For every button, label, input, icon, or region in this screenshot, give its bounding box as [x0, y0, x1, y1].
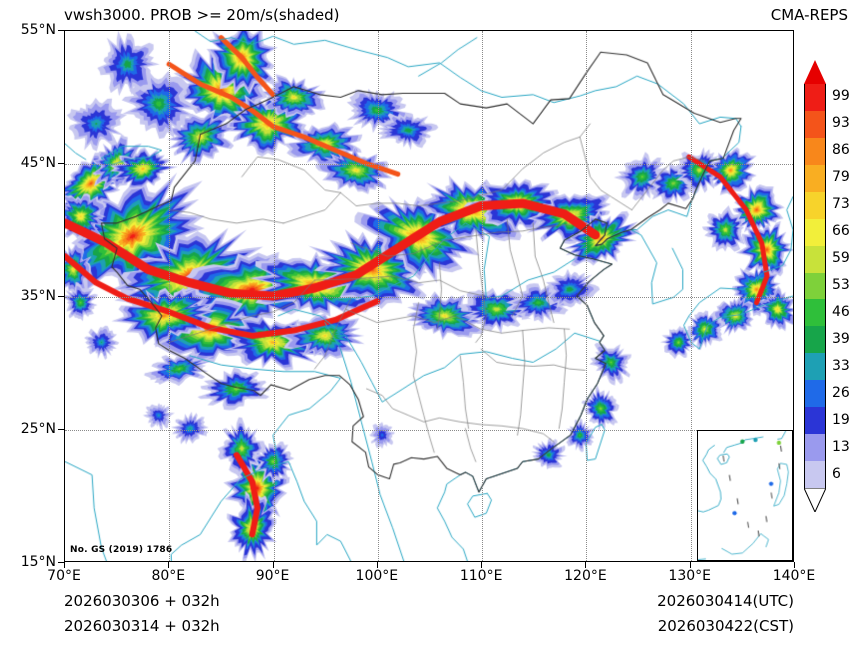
x-axis-tick-label: 70°E: [47, 568, 81, 584]
colorbar-tick-label: 73: [832, 196, 850, 213]
probability-shading-canvas: [65, 31, 793, 561]
colorbar-tick-label: 99: [832, 88, 850, 105]
x-axis-tick-mark: [168, 562, 169, 568]
y-axis-tick-label: 15°N: [20, 554, 56, 570]
colorbar-tick-label: 53: [832, 277, 850, 293]
colorbar-segment: [804, 138, 826, 165]
colorbar-segment: [804, 246, 826, 273]
colorbar-segment: [804, 434, 826, 461]
graticule-parallel: [65, 430, 794, 431]
colorbar-segment: [804, 299, 826, 326]
x-axis-tick-label: 80°E: [151, 568, 186, 584]
colorbar-tick-label: 26: [832, 384, 850, 401]
colorbar-segment: [804, 84, 826, 111]
colorbar-segment: [804, 165, 826, 192]
footer-init-utc: 2026030306 + 032h: [64, 592, 220, 610]
colorbar-segment: [804, 111, 826, 138]
y-axis-tick-label: 45°N: [20, 155, 56, 171]
footer-init-cst: 2026030314 + 032h: [64, 617, 220, 635]
colorbar-segment: [804, 273, 826, 300]
x-axis-tick-label: 130°E: [668, 568, 711, 584]
colorbar-tick-label: 13: [832, 438, 850, 455]
inset-canvas: [698, 431, 792, 560]
colorbar-segment: [804, 326, 826, 353]
colorbar-bottom-arrow: [804, 488, 826, 512]
map-credit-label: No. GS (2019) 1786: [70, 545, 173, 555]
map-panel[interactable]: [64, 30, 794, 562]
x-axis-tick-mark: [690, 562, 691, 568]
x-axis-tick-mark: [377, 562, 378, 568]
colorbar-segment: [804, 461, 826, 488]
x-axis-tick-mark: [794, 562, 795, 568]
colorbar-segment: [804, 353, 826, 380]
colorbar-tick-label: 19: [832, 411, 850, 428]
x-axis-tick-label: 110°E: [459, 568, 503, 584]
figure-title-left: vwsh3000. PROB >= 20m/s(shaded): [64, 6, 340, 24]
colorbar-tick-label: 46: [832, 303, 850, 320]
colorbar-segment: [804, 192, 826, 219]
y-axis-tick-label: 35°N: [20, 288, 56, 304]
colorbar-segment: [804, 380, 826, 407]
y-axis-tick-label: 55°N: [20, 22, 56, 38]
south-china-sea-inset: [697, 430, 793, 561]
x-axis-tick-label: 120°E: [564, 568, 607, 584]
footer-valid-utc: 2026030414(UTC): [657, 592, 794, 610]
figure-title-right: CMA-REPS: [770, 6, 848, 24]
x-axis-tick-mark: [585, 562, 586, 568]
colorbar-tick-label: 79: [832, 169, 850, 186]
x-axis-tick-mark: [64, 562, 65, 568]
colorbar-tick-label: 93: [832, 115, 850, 132]
x-axis-tick-label: 140°E: [772, 568, 816, 584]
colorbar-tick-label: 86: [832, 142, 850, 159]
colorbar-tick-label: 33: [832, 357, 850, 374]
colorbar-top-arrow: [804, 60, 826, 84]
colorbar-tick-label: 6: [832, 465, 841, 482]
colorbar-tick-label: 39: [832, 330, 850, 347]
x-axis-tick-mark: [481, 562, 482, 568]
colorbar-tick-label: 66: [832, 223, 850, 240]
footer-valid-cst: 2026030422(CST): [657, 617, 794, 635]
graticule-parallel: [65, 297, 794, 298]
x-axis-tick-mark: [273, 562, 274, 568]
colorbar-segment: [804, 407, 826, 434]
colorbar: [804, 60, 850, 512]
y-axis-tick-label: 25°N: [20, 421, 56, 437]
colorbar-tick-label: 59: [832, 250, 850, 267]
x-axis-tick-label: 100°E: [355, 568, 399, 584]
colorbar-segment: [804, 219, 826, 246]
x-axis-tick-label: 90°E: [255, 568, 290, 584]
graticule-parallel: [65, 164, 794, 165]
